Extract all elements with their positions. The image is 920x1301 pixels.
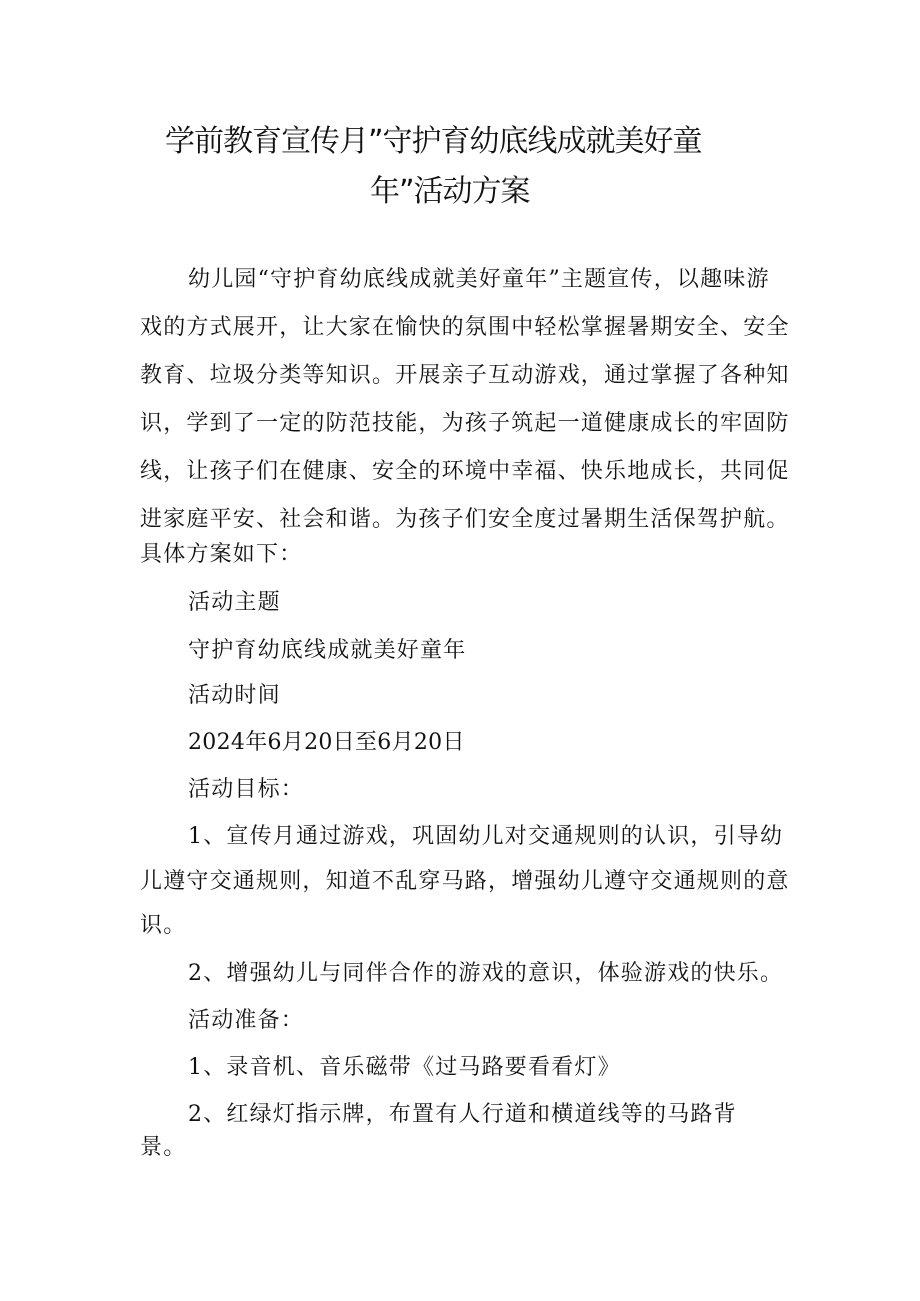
goal-2: 2、增强幼儿与同伴合作的游戏的意识，体验游戏的快乐。 [188, 961, 784, 986]
prep-1: 1、录音机、音乐磁带《过马路要看看灯》 [188, 1055, 621, 1080]
document-title-line-1: 学前教育宣传月”守护育幼底线成就美好童 [165, 124, 702, 159]
intro-line: 幼儿园“守护育幼底线成就美好童年”主题宣传，以趣味游 [188, 267, 770, 292]
prep-2-line: 2、红绿灯指示牌，布置有人行道和横道线等的马路背 [188, 1102, 737, 1127]
goal-1-line: 识。 [140, 913, 187, 938]
time-heading: 活动时间 [188, 683, 281, 708]
intro-line: 教育、垃圾分类等知识。开展亲子互动游戏，通过掌握了各种知 [140, 363, 790, 388]
intro-line: 具体方案如下： [140, 542, 303, 567]
theme-heading: 活动主题 [188, 590, 281, 615]
intro-line: 线，让孩子们在健康、安全的环境中幸福、快乐地成长，共同促 [140, 459, 790, 484]
theme-text: 守护育幼底线成就美好童年 [188, 638, 467, 663]
goal-heading: 活动目标： [188, 777, 305, 802]
intro-line: 进家庭平安、社会和谐。为孩子们安全度过暑期生活保驾护航。 [140, 507, 790, 532]
intro-line: 戏的方式展开，让大家在愉快的氛围中轻松掌握暑期安全、安全 [140, 315, 790, 340]
intro-line: 识，学到了一定的防范技能，为孩子筑起一道健康成长的牢固防 [140, 411, 790, 436]
document-title-line-2: 年”活动方案 [370, 174, 530, 209]
prep-heading: 活动准备： [188, 1008, 305, 1033]
goal-1-line: 1、宣传月通过游戏，巩固幼儿对交通规则的认识，引导幼 [188, 824, 784, 849]
prep-2-line: 景。 [140, 1135, 187, 1160]
goal-1-line: 儿遵守交通规则，知道不乱穿马路，增强幼儿遵守交通规则的意 [140, 869, 790, 894]
time-text: 2024年6月20日至6月20日 [188, 730, 465, 755]
